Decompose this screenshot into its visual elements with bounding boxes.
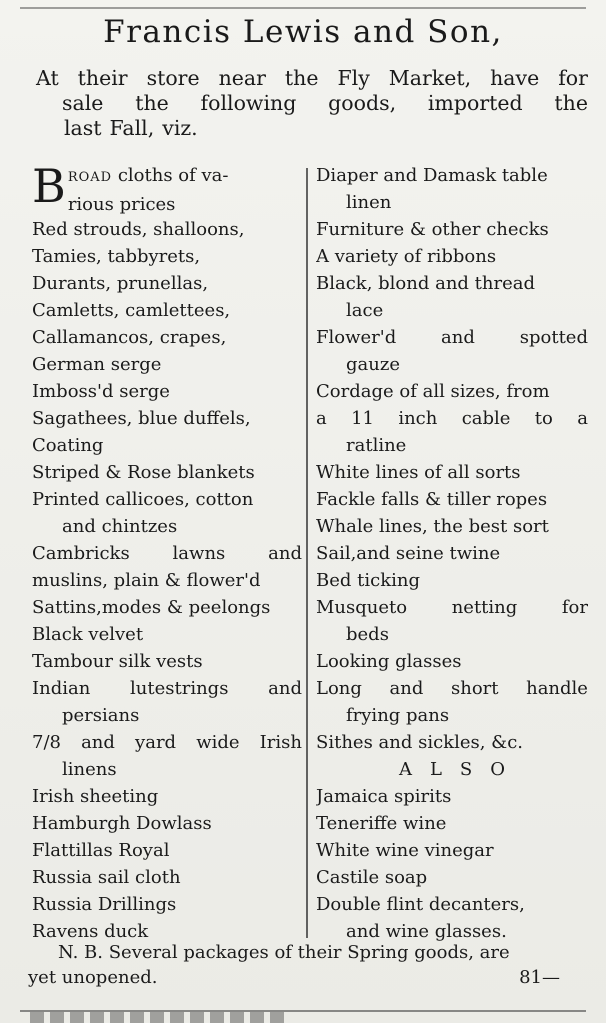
intro-word: the (135, 91, 169, 115)
goods-item: Castile soap (316, 867, 428, 888)
goods-item: Furniture & other checks (316, 219, 549, 240)
intro-word: imported (427, 91, 523, 115)
goods-item-word: 11 (351, 408, 374, 429)
intro-word: viz. (162, 116, 198, 140)
goods-item-word: Irish (259, 732, 302, 753)
footer-line-2 (28, 965, 588, 990)
nb-note: N. B. Several packages of their Spring goods, are (58, 942, 510, 963)
goods-item-word: lutestrings (130, 678, 229, 699)
goods-item-continuation: persians (62, 705, 140, 726)
goods-item-continuation: beds (346, 624, 389, 645)
goods-item-word: and (441, 327, 475, 348)
goods-item (316, 675, 588, 702)
goods-item-word: yard (135, 732, 177, 753)
intro-word: Fall, (109, 116, 155, 140)
goods-item: Tamies, tabbyrets, (32, 246, 201, 267)
goods-list-right (316, 162, 588, 945)
intro-word: for (558, 66, 588, 90)
next-ad-fragment (30, 1012, 290, 1023)
intro-word: At (36, 66, 59, 90)
goods-item: Hamburgh Dowlass (32, 813, 212, 834)
goods-item-word: inch (398, 408, 438, 429)
goods-item: Russia Drillings (32, 894, 177, 915)
goods-item: Diaper and Damask table (316, 165, 548, 186)
goods-item: A variety of ribbons (316, 246, 497, 267)
intro-word: Fly (337, 66, 370, 90)
goods-item: Durants, prunellas, (32, 273, 209, 294)
goods-item: muslins, plain & flower'd (32, 570, 261, 591)
goods-item-word: to (534, 408, 553, 429)
goods-item-continuation: ratline (346, 435, 407, 456)
first-item-cont: rious prices (67, 194, 176, 215)
first-item-text: cloths of va- (117, 165, 229, 186)
goods-item: Irish sheeting (32, 786, 159, 807)
goods-item-word: wide (196, 732, 240, 753)
goods-item (32, 729, 302, 756)
goods-item: Black, blond and thread (316, 273, 536, 294)
goods-item: Ravens duck (32, 921, 149, 942)
goods-item-first (32, 162, 302, 216)
goods-item-word: Indian (32, 678, 91, 699)
intro-word: their (77, 66, 128, 90)
goods-item-word: handle (526, 678, 588, 699)
goods-column-left (32, 162, 302, 945)
goods-item: German serge (32, 354, 162, 375)
goods-item: Whale lines, the best sort (316, 516, 549, 537)
column-divider (306, 168, 308, 938)
goods-item-word: a (316, 408, 327, 429)
unopened-text: yet unopened. (28, 967, 158, 988)
goods-item-word: spotted (519, 327, 588, 348)
intro-word: last (64, 116, 102, 140)
goods-item: Red strouds, shalloons, (32, 219, 245, 240)
goods-item: Callamancos, crapes, (32, 327, 227, 348)
goods-item-word: 7/8 (32, 732, 61, 753)
goods-item-word: and (81, 732, 115, 753)
goods-item: Teneriffe wine (316, 813, 447, 834)
footer-note (28, 940, 588, 990)
goods-item-continuation: and wine glasses. (346, 921, 507, 942)
ad-code: 81— (519, 967, 560, 988)
goods-item-continuation: linen (346, 192, 392, 213)
goods-item: Jamaica spirits (316, 786, 452, 807)
goods-item: Sattins,modes & peelongs (32, 597, 271, 618)
intro-word: Market, (388, 66, 472, 90)
goods-item: Double flint decanters, (316, 894, 525, 915)
intro-word: store (146, 66, 200, 90)
intro-paragraph (36, 66, 588, 141)
intro-line-3 (36, 116, 588, 141)
goods-item (316, 405, 588, 432)
goods-item: White wine vinegar (316, 840, 494, 861)
goods-item (316, 324, 588, 351)
goods-item-word: Long (316, 678, 362, 699)
intro-line-1 (36, 66, 588, 91)
goods-list-left (32, 216, 302, 945)
intro-word: the (554, 91, 588, 115)
goods-item-continuation: and chintzes (62, 516, 178, 537)
goods-item-continuation: gauze (346, 354, 400, 375)
intro-word: sale (62, 91, 104, 115)
goods-item: Cordage of all sizes, from (316, 381, 550, 402)
goods-item-continuation: lace (346, 300, 384, 321)
intro-word: have (490, 66, 540, 90)
goods-item: Russia sail cloth (32, 867, 181, 888)
goods-item: Looking glasses (316, 651, 462, 672)
goods-item-word: short (450, 678, 499, 699)
top-rule (20, 7, 586, 9)
intro-word: goods, (328, 91, 397, 115)
goods-item-word: a (577, 408, 588, 429)
goods-item-word: and (268, 543, 302, 564)
goods-item: Sail,and seine twine (316, 543, 501, 564)
goods-item-continuation: linens (62, 759, 117, 780)
intro-line-2 (36, 91, 588, 116)
goods-item: Tambour silk vests (32, 651, 203, 672)
goods-item-word: netting (451, 597, 518, 618)
goods-item-word: for (561, 597, 588, 618)
goods-item: Sithes and sickles, &c. (316, 732, 523, 753)
goods-item: Fackle falls & tiller ropes (316, 489, 548, 510)
goods-item: Imboss'd serge (32, 381, 170, 402)
goods-item-continuation: frying pans (346, 705, 450, 726)
goods-item: Striped & Rose blankets (32, 462, 255, 483)
first-item-caps: ROAD (67, 170, 113, 185)
goods-item (32, 540, 302, 567)
goods-item: Black velvet (32, 624, 144, 645)
intro-word: the (284, 66, 319, 90)
goods-item-word: Flower'd (316, 327, 397, 348)
goods-item-word: and (389, 678, 424, 699)
drop-cap: B (32, 162, 66, 213)
first-item-line (32, 162, 302, 191)
goods-item (32, 675, 302, 702)
goods-item: Printed callicoes, cotton (32, 489, 254, 510)
goods-item: Camletts, camlettees, (32, 300, 231, 321)
goods-item: Flattillas Royal (32, 840, 170, 861)
goods-item-word: Cambricks (32, 543, 130, 564)
intro-word: following (200, 91, 297, 115)
goods-item (316, 594, 588, 621)
goods-item: White lines of all sorts (316, 462, 521, 483)
goods-item-word: lawns (172, 543, 226, 564)
goods-column-right (316, 162, 588, 945)
intro-word: near (218, 66, 266, 90)
advertiser-title: Francis Lewis and Son, (103, 14, 503, 50)
goods-item-word: cable (461, 408, 511, 429)
goods-item: Bed ticking (316, 570, 420, 591)
goods-item: Sagathees, blue duffels, (32, 408, 251, 429)
goods-item-word: Musqueto (316, 597, 408, 618)
also-heading: ALSO (398, 759, 524, 780)
goods-item-word: and (268, 678, 302, 699)
goods-item: Coating (32, 435, 104, 456)
